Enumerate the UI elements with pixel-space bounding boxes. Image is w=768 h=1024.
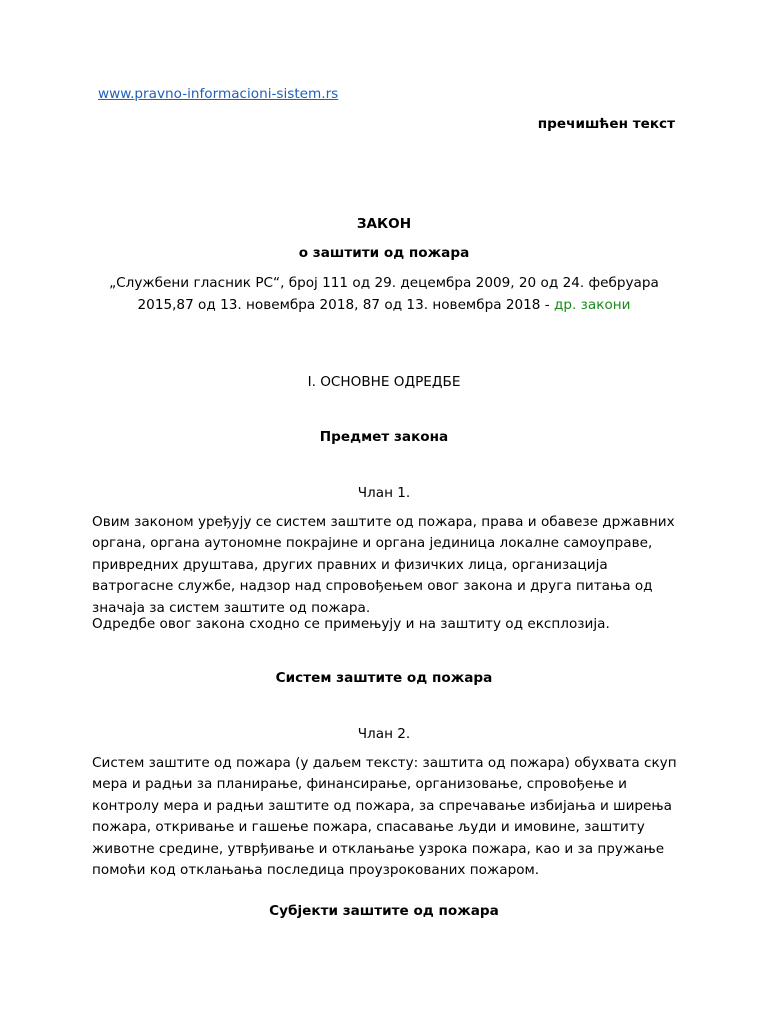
subject-heading: Предмет закона xyxy=(319,429,449,445)
cleaned-text-label: пречишћен текст xyxy=(537,116,675,132)
other-laws-link[interactable]: др. закони xyxy=(554,297,631,313)
article-2-paragraph-1: Систем заштите од пожара (у даљем тексту: заштита од пожара) обухвата скуп мера и радњи за планирање, финансирање, организовање, спровођење и контролу мера и радњи заштите од пожара, за спречавање избијања и ширења пожара, откривање и гашење пожара, спасавање људи и имовине, заштиту животне средине, утврђивање и отклањање узрока пожара, као и за пружање помоћи код отклањања последица проузрокованих пожаром. xyxy=(92,755,677,879)
article-2-label: Члан 2. xyxy=(357,726,411,742)
official-gazette-reference xyxy=(90,272,678,316)
subjects-heading: Субјекти заштите од пожара xyxy=(269,903,499,919)
article-1-label: Члан 1. xyxy=(357,485,411,501)
article-1-paragraph-2: Одредбе овог закона сходно се примењују и на заштиту од експлозија. xyxy=(92,616,610,632)
section-heading: I. ОСНОВНЕ ОДРЕДБЕ xyxy=(307,374,461,390)
source-website-link[interactable]: www.pravno-informacioni-sistem.rs xyxy=(98,86,339,102)
gazette-text: „Службени гласник РС“, број 111 од 29. децембра 2009, 20 од 24. фебруара 2015,87 од 13. новембра 2018, 87 од 13. новембра 2018 - xyxy=(109,275,659,313)
law-title: ЗАКОН xyxy=(356,216,412,232)
article-1-paragraph-1: Овим законом уређују се систем заштите од пожара, права и обавезе државних органа, органа аутономне покрајине и органа јединица локалне самоуправе, привредних друштава, других правних и физичких лица, организација ватрогасне службе, надзор над спровођењем овог закона и друга питања од значаја за систем заштите од пожара. xyxy=(92,514,675,616)
system-heading: Систем заштите од пожара xyxy=(275,670,493,686)
law-subtitle: о заштити од пожара xyxy=(298,245,470,261)
